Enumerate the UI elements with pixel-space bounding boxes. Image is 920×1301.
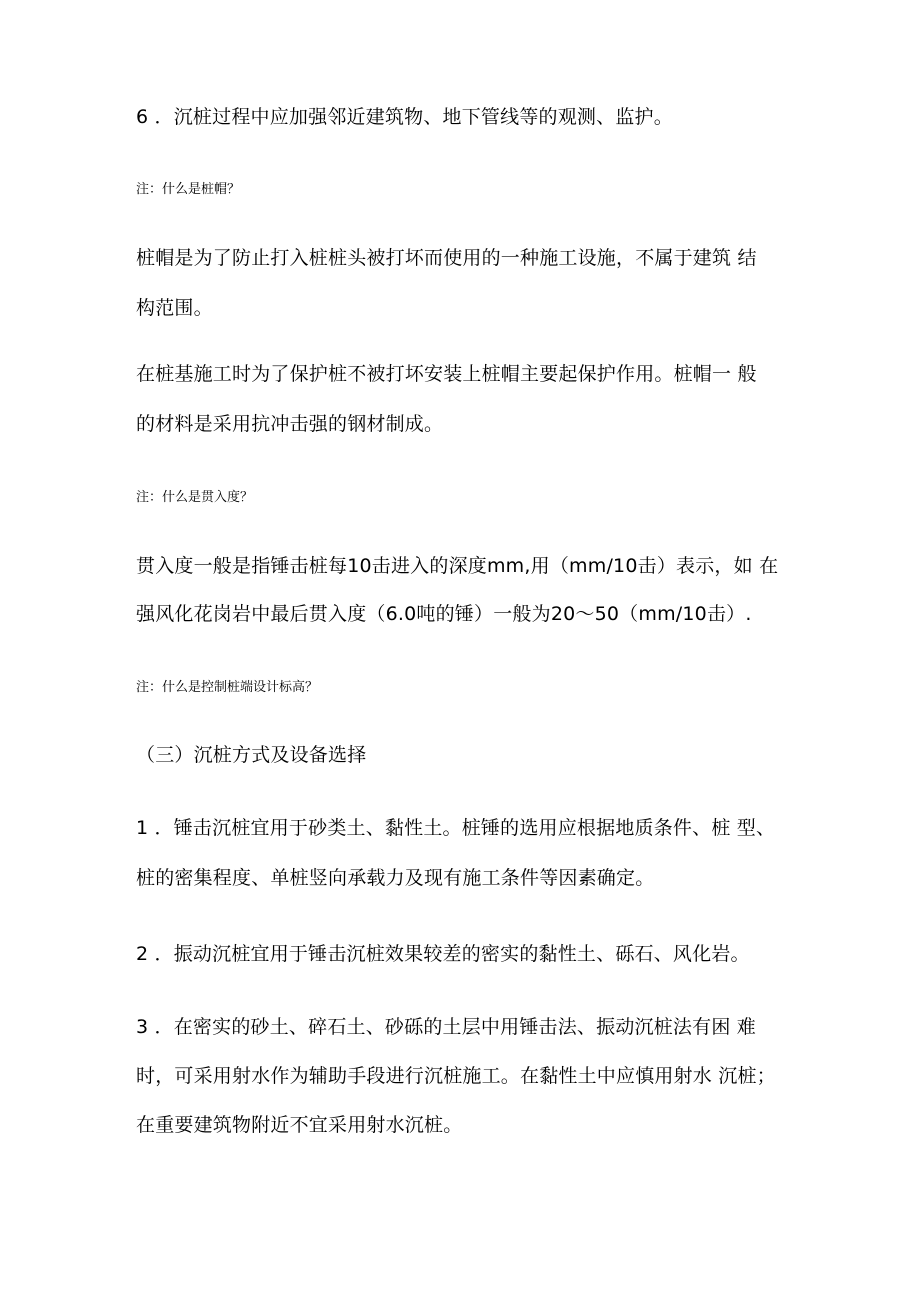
penetration-definition-line-1: 贯入度一般是指锤击桩每10击进入的深度mm,用（mm/10击）表示，如 在 — [136, 555, 779, 577]
paragraph-item-3-line-3: 在重要建筑物附近不宜采用射水沉桩。 — [136, 1114, 463, 1136]
paragraph-item-3-line-2: 时，可采用射水作为辅助手段进行沉桩施工。在黏性土中应慎用射水 沉桩； — [136, 1065, 776, 1087]
paragraph-item-6: 6 ．沉桩过程中应加强邻近建筑物、地下管线等的观测、监护。 — [136, 106, 673, 128]
paragraph-item-1-line-1: 1 ．锤击沉桩宜用于砂类土、黏性土。桩锤的选用应根据地质条件、桩 型、 — [136, 817, 776, 839]
pile-cap-definition-line-1: 桩帽是为了防止打入桩桩头被打坏而使用的一种施工设施，不属于建筑 结 — [136, 247, 757, 269]
pile-cap-definition-line-2: 构范围。 — [136, 297, 213, 319]
pile-cap-usage-line-2: 的材料是采用抗冲击强的钢材制成。 — [136, 413, 444, 435]
note-pile-tip-elevation-question: 注：什么是控制桩端设计标高？ — [136, 680, 319, 695]
pile-cap-usage-line-1: 在桩基施工时为了保护桩不被打坏安装上桩帽主要起保护作用。桩帽一 般 — [136, 363, 757, 385]
penetration-definition-line-2: 强风化花岗岩中最后贯入度（6.0吨的锤）一般为20〜50（mm/10击）. — [136, 603, 752, 625]
note-penetration-question: 注：什么是贯入度？ — [136, 490, 254, 505]
note-pile-cap-question: 注：什么是桩帽？ — [136, 182, 241, 197]
paragraph-item-2: 2 ．振动沉桩宜用于锤击沉桩效果较差的密实的黏性土、砾石、风化岩。 — [136, 943, 750, 965]
paragraph-item-1-line-2: 桩的密集程度、单桩竖向承载力及现有施工条件等因素确定。 — [136, 867, 655, 889]
section-heading-pile-methods: （三）沉桩方式及设备选择 — [136, 744, 367, 766]
paragraph-item-3-line-1: 3 ．在密实的砂土、碎石土、砂砾的土层中用锤击法、振动沉桩法有困 难 — [136, 1016, 756, 1038]
